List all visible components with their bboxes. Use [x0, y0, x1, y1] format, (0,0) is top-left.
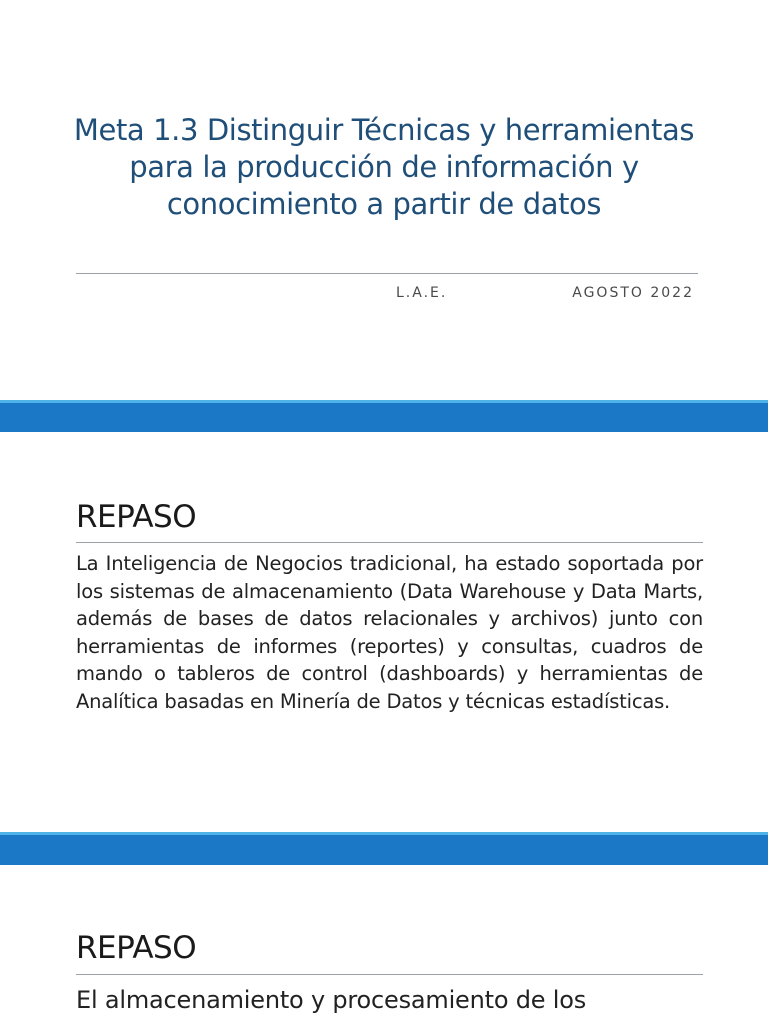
slide-body-text: La Inteligencia de Negocios tradicional, ha estado soportada por los sistemas de almacenamiento (Data Warehouse y Data Marts, además de bases de datos relacionales y archivos) junto con herramientas de informes (reportes) y consultas, cuadros de mando o tableros de control (dashboards) y herramientas de Analítica basadas en Minería de Datos y técnicas estadísticas. [76, 552, 703, 713]
heading-divider [76, 974, 703, 975]
slide-body-text: El almacenamiento y procesamiento de los [76, 986, 587, 1014]
content-slide [0, 865, 768, 1024]
slide-heading: REPASO [76, 930, 197, 966]
content-slide [0, 432, 768, 832]
slide-heading: REPASO [76, 499, 197, 535]
title-divider [76, 273, 698, 274]
heading-divider [76, 542, 703, 543]
author-label: L.A.E. [396, 285, 448, 301]
date-label: AGOSTO 2022 [572, 285, 694, 301]
slide-separator [0, 400, 768, 432]
slide-separator [0, 832, 768, 865]
slide-title: Meta 1.3 Distinguir Técnicas y herramientas para la producción de información y conocimiento a partir de datos [73, 113, 695, 221]
title-slide [0, 0, 768, 400]
